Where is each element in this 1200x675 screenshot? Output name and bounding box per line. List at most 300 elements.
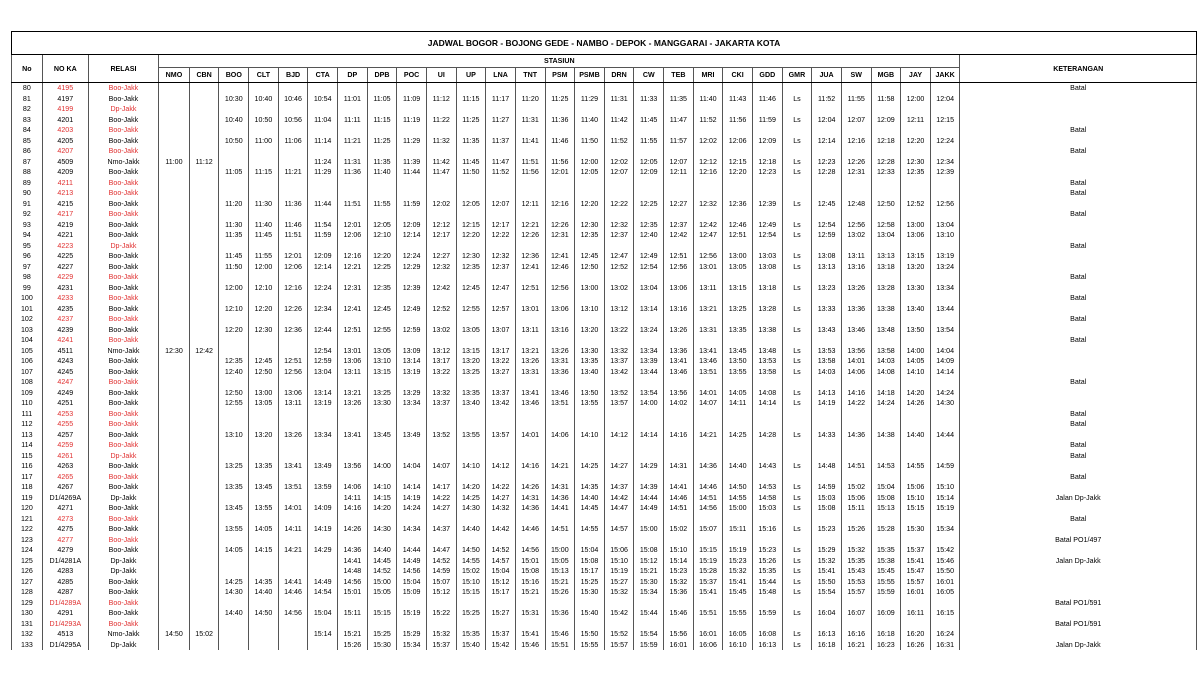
time-cell: 13:50: [723, 356, 753, 367]
time-cell: 14:43: [752, 461, 782, 472]
time-cell: 13:04: [871, 230, 901, 241]
time-cell: 14:56: [693, 503, 723, 514]
row-number: 107: [12, 367, 43, 378]
time-cell: [249, 419, 279, 430]
time-cell: [604, 125, 634, 136]
time-cell: [159, 472, 190, 483]
table-row: [12, 251, 1197, 262]
train-number: 4205: [42, 136, 88, 147]
time-cell: 14:24: [871, 398, 901, 409]
time-cell: [219, 125, 249, 136]
route: Boo-Jakk: [88, 262, 158, 273]
table-row: [12, 619, 1197, 630]
table-row: [12, 314, 1197, 325]
time-cell: 15:23: [723, 556, 753, 567]
table-row: [12, 293, 1197, 304]
time-cell: 11:00: [249, 136, 279, 147]
time-cell: [456, 314, 486, 325]
time-cell: 12:16: [841, 136, 871, 147]
train-number: 4229: [42, 272, 88, 283]
time-cell: [752, 293, 782, 304]
time-cell: [545, 83, 575, 94]
time-cell: 11:55: [249, 251, 279, 262]
time-cell: [249, 598, 279, 609]
time-cell: [189, 598, 219, 609]
time-cell: [426, 125, 456, 136]
time-cell: 12:17: [486, 220, 516, 231]
time-cell: 12:04: [930, 94, 960, 105]
time-cell: 14:21: [278, 545, 308, 556]
time-cell: [189, 230, 219, 241]
time-cell: 15:52: [604, 629, 634, 640]
time-cell: [871, 104, 901, 115]
time-cell: 12:54: [308, 346, 338, 357]
time-cell: 14:46: [278, 587, 308, 598]
time-cell: 15:45: [871, 566, 901, 577]
time-cell: [901, 419, 931, 430]
time-cell: [486, 188, 516, 199]
time-cell: 13:49: [397, 430, 427, 441]
time-cell: [278, 209, 308, 220]
time-cell: 14:03: [871, 356, 901, 367]
time-cell: [308, 640, 338, 651]
time-cell: [545, 146, 575, 157]
time-cell: [367, 272, 397, 283]
route: Boo-Jakk: [88, 314, 158, 325]
table-row: [12, 461, 1197, 472]
station-header-bjd: BJD: [278, 68, 308, 83]
time-cell: 12:51: [278, 356, 308, 367]
time-cell: [604, 83, 634, 94]
time-cell: 12:30: [456, 251, 486, 262]
time-cell: 13:46: [515, 398, 545, 409]
time-cell: 14:34: [397, 524, 427, 535]
time-cell: [604, 335, 634, 346]
time-cell: [782, 409, 812, 420]
time-cell: [604, 451, 634, 462]
time-cell: Ls: [782, 566, 812, 577]
time-cell: [515, 440, 545, 451]
time-cell: 12:16: [278, 283, 308, 294]
time-cell: 15:13: [871, 503, 901, 514]
time-cell: 15:21: [515, 587, 545, 598]
time-cell: 14:49: [397, 556, 427, 567]
time-cell: [664, 241, 694, 252]
time-cell: [308, 409, 338, 420]
time-cell: [426, 335, 456, 346]
train-number: 4275: [42, 524, 88, 535]
time-cell: 12:10: [219, 304, 249, 315]
time-cell: [723, 272, 753, 283]
time-cell: 13:06: [901, 230, 931, 241]
time-cell: 14:46: [515, 524, 545, 535]
time-cell: 13:25: [723, 304, 753, 315]
time-cell: [693, 377, 723, 388]
time-cell: 13:26: [278, 430, 308, 441]
time-cell: 12:52: [426, 304, 456, 315]
time-cell: 11:31: [338, 157, 368, 168]
station-header-nmo: NMO: [159, 68, 190, 83]
time-cell: [841, 619, 871, 630]
time-cell: 14:47: [604, 503, 634, 514]
time-cell: [249, 104, 279, 115]
time-cell: [634, 83, 664, 94]
time-cell: [871, 188, 901, 199]
row-number: 84: [12, 125, 43, 136]
time-cell: 12:30: [159, 346, 190, 357]
time-cell: [901, 335, 931, 346]
time-cell: [693, 125, 723, 136]
time-cell: [278, 640, 308, 651]
route: Boo-Jakk: [88, 199, 158, 210]
time-cell: [812, 619, 842, 630]
time-cell: [338, 178, 368, 189]
station-header-psm: PSM: [545, 68, 575, 83]
time-cell: [812, 125, 842, 136]
time-cell: [515, 472, 545, 483]
time-cell: [249, 629, 279, 640]
time-cell: 15:07: [693, 524, 723, 535]
time-cell: [841, 146, 871, 157]
time-cell: 12:50: [871, 199, 901, 210]
time-cell: 15:36: [664, 587, 694, 598]
time-cell: 14:59: [812, 482, 842, 493]
time-cell: 15:41: [693, 587, 723, 598]
time-cell: 13:36: [545, 367, 575, 378]
time-cell: 11:20: [219, 199, 249, 210]
remarks: Batal: [960, 272, 1197, 283]
time-cell: [486, 178, 516, 189]
time-cell: Ls: [782, 430, 812, 441]
time-cell: 12:22: [604, 199, 634, 210]
time-cell: Ls: [782, 220, 812, 231]
time-cell: 15:02: [664, 524, 694, 535]
train-number: 4283: [42, 566, 88, 577]
time-cell: 14:20: [367, 503, 397, 514]
row-number: 106: [12, 356, 43, 367]
time-cell: [397, 125, 427, 136]
train-number: 4239: [42, 325, 88, 336]
time-cell: 15:41: [812, 566, 842, 577]
route: Boo-Jakk: [88, 356, 158, 367]
time-cell: [515, 272, 545, 283]
time-cell: 14:04: [930, 346, 960, 357]
time-cell: 16:01: [930, 577, 960, 588]
time-cell: 15:02: [841, 482, 871, 493]
time-cell: 12:32: [426, 262, 456, 273]
time-cell: 12:54: [812, 220, 842, 231]
time-cell: 12:09: [752, 136, 782, 147]
time-cell: 13:11: [515, 325, 545, 336]
time-cell: 16:08: [752, 629, 782, 640]
time-cell: [426, 377, 456, 388]
train-number: 4291: [42, 608, 88, 619]
time-cell: [367, 419, 397, 430]
time-cell: 15:16: [752, 524, 782, 535]
time-cell: 13:16: [841, 262, 871, 273]
time-cell: [308, 440, 338, 451]
time-cell: 12:54: [752, 230, 782, 241]
time-cell: 11:52: [812, 94, 842, 105]
time-cell: [367, 293, 397, 304]
time-cell: 13:41: [515, 388, 545, 399]
time-cell: [397, 178, 427, 189]
time-cell: 15:17: [575, 566, 605, 577]
time-cell: 15:04: [575, 545, 605, 556]
time-cell: 12:20: [723, 167, 753, 178]
header-keterangan: KETERANGAN: [960, 55, 1197, 83]
time-cell: 13:54: [930, 325, 960, 336]
row-number: 85: [12, 136, 43, 147]
time-cell: [841, 178, 871, 189]
row-number: 97: [12, 262, 43, 273]
time-cell: [752, 440, 782, 451]
time-cell: [752, 209, 782, 220]
time-cell: [397, 377, 427, 388]
train-number: 4249: [42, 388, 88, 399]
time-cell: 15:15: [456, 587, 486, 598]
time-cell: [367, 440, 397, 451]
time-cell: [189, 482, 219, 493]
time-cell: 12:35: [219, 356, 249, 367]
time-cell: [930, 619, 960, 630]
page-title: JADWAL BOGOR - BOJONG GEDE - NAMBO - DEPOK - MANGGARAI - JAKARTA KOTA: [12, 32, 1197, 55]
time-cell: 11:05: [367, 94, 397, 105]
time-cell: 13:39: [634, 356, 664, 367]
time-cell: 15:34: [930, 524, 960, 535]
time-cell: [575, 104, 605, 115]
route: Boo-Jakk: [88, 524, 158, 535]
time-cell: 14:06: [545, 430, 575, 441]
time-cell: 14:06: [338, 482, 368, 493]
time-cell: [278, 241, 308, 252]
row-number: 121: [12, 514, 43, 525]
time-cell: 11:46: [752, 94, 782, 105]
time-cell: 13:56: [841, 346, 871, 357]
time-cell: [871, 83, 901, 94]
time-cell: [426, 514, 456, 525]
train-number: 4509: [42, 157, 88, 168]
time-cell: 11:24: [308, 157, 338, 168]
time-cell: [634, 272, 664, 283]
station-header-cbn: CBN: [189, 68, 219, 83]
time-cell: [308, 125, 338, 136]
time-cell: 14:42: [604, 493, 634, 504]
time-cell: 15:35: [841, 556, 871, 567]
time-cell: Ls: [782, 167, 812, 178]
time-cell: 14:58: [752, 493, 782, 504]
time-cell: 11:01: [338, 94, 368, 105]
time-cell: [278, 188, 308, 199]
time-cell: [841, 188, 871, 199]
row-number: 96: [12, 251, 43, 262]
route: Boo-Jakk: [88, 398, 158, 409]
time-cell: 14:30: [456, 503, 486, 514]
time-cell: 14:26: [338, 524, 368, 535]
time-cell: [278, 409, 308, 420]
remarks: Batal PO1/591: [960, 598, 1197, 609]
time-cell: [338, 209, 368, 220]
train-number: 4287: [42, 587, 88, 598]
remarks: [960, 461, 1197, 472]
station-header-cta: CTA: [308, 68, 338, 83]
time-cell: 13:53: [752, 356, 782, 367]
route: Boo-Jakk: [88, 440, 158, 451]
time-cell: 12:51: [338, 325, 368, 336]
time-cell: 15:50: [575, 629, 605, 640]
row-number: 92: [12, 209, 43, 220]
station-header-mgb: MGB: [871, 68, 901, 83]
time-cell: [249, 640, 279, 651]
time-cell: [278, 440, 308, 451]
time-cell: 12:47: [693, 230, 723, 241]
time-cell: 12:18: [752, 157, 782, 168]
time-cell: 14:12: [604, 430, 634, 441]
time-cell: 12:51: [723, 230, 753, 241]
header-no: No: [12, 55, 43, 83]
time-cell: [338, 104, 368, 115]
route: Boo-Jakk: [88, 304, 158, 315]
time-cell: 13:22: [486, 356, 516, 367]
time-cell: [338, 472, 368, 483]
time-cell: [159, 209, 190, 220]
time-cell: [189, 251, 219, 262]
time-cell: Ls: [782, 115, 812, 126]
time-cell: [219, 472, 249, 483]
time-cell: 12:09: [308, 251, 338, 262]
row-number: 128: [12, 587, 43, 598]
time-cell: [634, 451, 664, 462]
time-cell: [752, 188, 782, 199]
time-cell: [397, 472, 427, 483]
time-cell: [159, 514, 190, 525]
time-cell: Ls: [782, 94, 812, 105]
time-cell: 14:35: [575, 482, 605, 493]
time-cell: Ls: [782, 556, 812, 567]
time-cell: 14:30: [930, 398, 960, 409]
time-cell: [604, 598, 634, 609]
time-cell: Ls: [782, 482, 812, 493]
time-cell: [189, 220, 219, 231]
time-cell: 14:51: [841, 461, 871, 472]
time-cell: 15:54: [634, 629, 664, 640]
row-number: 98: [12, 272, 43, 283]
time-cell: 12:16: [338, 251, 368, 262]
time-cell: [219, 566, 249, 577]
table-row: [12, 482, 1197, 493]
time-cell: 11:45: [634, 115, 664, 126]
time-cell: [841, 535, 871, 546]
time-cell: [308, 293, 338, 304]
time-cell: 14:56: [278, 608, 308, 619]
time-cell: [189, 556, 219, 567]
time-cell: [545, 188, 575, 199]
time-cell: Ls: [782, 388, 812, 399]
time-cell: 14:36: [338, 545, 368, 556]
row-number: 102: [12, 314, 43, 325]
time-cell: [693, 314, 723, 325]
train-number: 4197: [42, 94, 88, 105]
table-row: [12, 199, 1197, 210]
time-cell: [397, 619, 427, 630]
time-cell: [367, 472, 397, 483]
time-cell: [189, 545, 219, 556]
time-cell: [426, 272, 456, 283]
time-cell: [189, 419, 219, 430]
time-cell: 14:20: [901, 388, 931, 399]
time-cell: 15:27: [486, 608, 516, 619]
time-cell: 16:10: [723, 640, 753, 651]
time-cell: [397, 419, 427, 430]
time-cell: 15:59: [871, 587, 901, 598]
table-row: [12, 104, 1197, 115]
route: Boo-Jakk: [88, 335, 158, 346]
time-cell: [575, 314, 605, 325]
time-cell: [545, 440, 575, 451]
time-cell: [515, 178, 545, 189]
time-cell: 15:32: [812, 556, 842, 567]
time-cell: 12:46: [545, 262, 575, 273]
time-cell: 16:07: [841, 608, 871, 619]
time-cell: [782, 83, 812, 94]
time-cell: [397, 104, 427, 115]
time-cell: 12:14: [308, 262, 338, 273]
time-cell: 13:04: [634, 283, 664, 294]
time-cell: 14:40: [456, 524, 486, 535]
time-cell: 14:05: [723, 388, 753, 399]
time-cell: Ls: [782, 367, 812, 378]
time-cell: [486, 409, 516, 420]
time-cell: [634, 598, 664, 609]
time-cell: [189, 577, 219, 588]
remarks: [960, 251, 1197, 262]
time-cell: Ls: [782, 262, 812, 273]
time-cell: 14:57: [604, 524, 634, 535]
time-cell: 13:00: [723, 251, 753, 262]
train-number: 4203: [42, 125, 88, 136]
time-cell: [189, 325, 219, 336]
time-cell: [812, 419, 842, 430]
time-cell: 14:55: [723, 493, 753, 504]
time-cell: [930, 178, 960, 189]
time-cell: [278, 556, 308, 567]
time-cell: [249, 619, 279, 630]
row-number: 132: [12, 629, 43, 640]
time-cell: 15:40: [456, 640, 486, 651]
time-cell: 13:30: [367, 398, 397, 409]
time-cell: 13:14: [634, 304, 664, 315]
time-cell: 13:06: [545, 304, 575, 315]
time-cell: [338, 241, 368, 252]
row-number: 133: [12, 640, 43, 651]
time-cell: [426, 209, 456, 220]
time-cell: 15:09: [397, 587, 427, 598]
time-cell: [249, 83, 279, 94]
time-cell: [159, 451, 190, 462]
time-cell: 12:51: [664, 251, 694, 262]
time-cell: 14:06: [841, 367, 871, 378]
time-cell: [545, 178, 575, 189]
remarks: Batal: [960, 146, 1197, 157]
time-cell: [219, 314, 249, 325]
time-cell: [397, 440, 427, 451]
time-cell: 15:50: [812, 577, 842, 588]
time-cell: [841, 451, 871, 462]
time-cell: 15:48: [752, 587, 782, 598]
time-cell: 12:26: [545, 220, 575, 231]
time-cell: 14:24: [930, 388, 960, 399]
time-cell: 12:26: [515, 230, 545, 241]
